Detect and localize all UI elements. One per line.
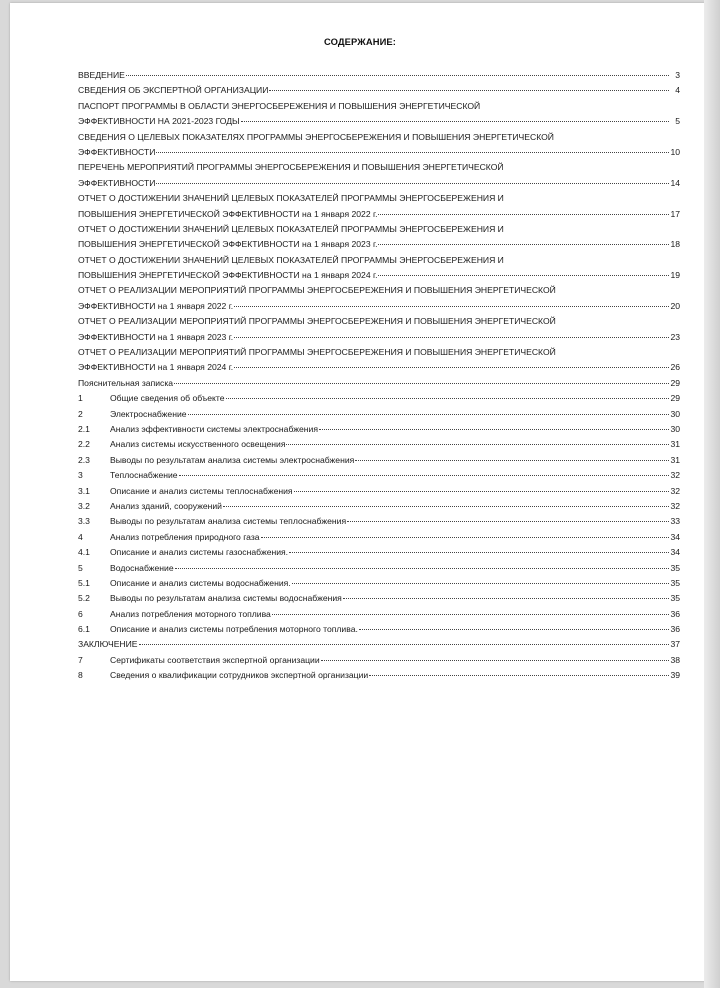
toc-leader-dots: [347, 521, 669, 522]
toc-page-number: 32: [670, 485, 680, 496]
toc-leader-dots: [286, 444, 669, 445]
toc-page-number: 32: [670, 500, 680, 511]
toc-entry[interactable]: [78, 422, 680, 437]
toc-entry[interactable]: [78, 484, 680, 499]
toc-entry-title: ПАСПОРТ ПРОГРАММЫ В ОБЛАСТИ ЭНЕРГОСБЕРЕЖЕНИЯ И ПОВЫШЕНИЯ ЭНЕРГЕТИЧЕСКОЙ: [78, 100, 481, 111]
toc-entry[interactable]: [78, 68, 680, 83]
toc-entry-number: 6.1: [78, 624, 90, 635]
toc-entry[interactable]: [78, 561, 680, 576]
toc-page-number: 17: [670, 208, 680, 219]
toc-entry[interactable]: [78, 545, 680, 560]
toc-leader-dots: [179, 475, 669, 476]
toc-leader-dots: [319, 429, 669, 430]
toc-entry-title: ЭФФЕКТИВНОСТИ: [78, 146, 156, 157]
toc-entry-title: Общие сведения об объекте: [110, 393, 225, 404]
toc-leader-dots: [188, 414, 669, 415]
toc-entry-number: 3.2: [78, 500, 90, 511]
toc-page-number: 37: [670, 639, 680, 650]
toc-leader-dots: [241, 121, 669, 122]
toc-entry-number: 5.2: [78, 593, 90, 604]
toc-page-number: 31: [670, 454, 680, 465]
toc-entry-title: Анализ зданий, сооружений: [110, 500, 222, 511]
toc-page-number: 26: [670, 362, 680, 373]
toc-entry-title: Электроснабжение: [110, 408, 187, 419]
toc-leader-dots: [359, 629, 669, 630]
toc-entry-title: ПОВЫШЕНИЯ ЭНЕРГЕТИЧЕСКОЙ ЭФФЕКТИВНОСТИ на 1 января 2023 г.: [78, 239, 378, 250]
toc-leader-dots: [321, 660, 669, 661]
toc-leader-dots: [139, 644, 669, 645]
toc-entry[interactable]: [78, 407, 680, 422]
toc-entry-title: ОТЧЕТ О РЕАЛИЗАЦИИ МЕРОПРИЯТИЙ ПРОГРАММЫ ЭНЕРГОСБЕРЕЖЕНИЯ И ПОВЫШЕНИЯ ЭНЕРГЕТИЧЕСКОЙ: [78, 347, 556, 358]
toc-entry-title: Анализ потребления природного газа: [110, 531, 260, 542]
toc-entry-number: 5: [78, 562, 83, 573]
toc-entry-title: Выводы по результатам анализа системы водоснабжения: [110, 593, 342, 604]
toc-entry-title: ОТЧЕТ О РЕАЛИЗАЦИИ МЕРОПРИЯТИЙ ПРОГРАММЫ ЭНЕРГОСБЕРЕЖЕНИЯ И ПОВЫШЕНИЯ ЭНЕРГЕТИЧЕСКОЙ: [78, 316, 556, 327]
toc-page-number: 30: [670, 423, 680, 434]
toc-page-number: 35: [670, 577, 680, 588]
toc-entry[interactable]: [78, 191, 680, 222]
toc-entry-title: ПОВЫШЕНИЯ ЭНЕРГЕТИЧЕСКОЙ ЭФФЕКТИВНОСТИ на 1 января 2022 г.: [78, 208, 378, 219]
toc-page-number: 34: [670, 547, 680, 558]
toc-entry-number: 4.1: [78, 547, 90, 558]
toc-leader-dots: [289, 552, 669, 553]
toc-entry-number: 7: [78, 654, 83, 665]
toc-leader-dots: [378, 214, 669, 215]
toc-entry[interactable]: [78, 637, 680, 652]
toc-entry[interactable]: [78, 83, 680, 98]
toc-entry[interactable]: [78, 653, 680, 668]
toc-entry-title: ОТЧЕТ О ДОСТИЖЕНИИ ЗНАЧЕНИЙ ЦЕЛЕВЫХ ПОКАЗАТЕЛЕЙ ПРОГРАММЫ ЭНЕРГОСБЕРЕЖЕНИЯ И: [78, 223, 504, 234]
toc-entry-number: 3: [78, 470, 83, 481]
toc-entry-title: Выводы по результатам анализа системы теплоснабжения: [110, 516, 347, 527]
toc-entry[interactable]: [78, 345, 680, 376]
toc-entry-title: Описание и анализ системы газоснабжения.: [110, 547, 289, 558]
toc-page-number: 18: [670, 239, 680, 250]
toc-entry-title: Описание и анализ системы водоснабжения.: [110, 577, 291, 588]
toc-leader-dots: [126, 75, 669, 76]
toc-page-number: 19: [670, 270, 680, 281]
toc-leader-dots: [378, 275, 669, 276]
toc-entry-number: 4: [78, 531, 83, 542]
toc-page-number: 35: [670, 593, 680, 604]
toc-page-number: 36: [670, 624, 680, 635]
toc-page-number: 35: [670, 562, 680, 573]
toc-entry-title: Анализ эффективности системы электроснабжения: [110, 423, 319, 434]
toc-page-number: 33: [670, 516, 680, 527]
toc-page-number: 38: [670, 654, 680, 665]
toc-entry-number: 2.3: [78, 454, 90, 465]
toc-entry[interactable]: [78, 591, 680, 606]
toc-entry-number: 2.2: [78, 439, 90, 450]
toc-entry-title: Теплоснабжение: [110, 470, 178, 481]
toc-leader-dots: [156, 183, 669, 184]
toc-page-number: 20: [670, 300, 680, 311]
toc-page-number: 31: [670, 439, 680, 450]
toc-leader-dots: [234, 367, 669, 368]
toc-leader-dots: [234, 306, 669, 307]
toc-entry-title: ЭФФЕКТИВНОСТИ НА 2021-2023 ГОДЫ: [78, 116, 240, 127]
toc-leader-dots: [156, 152, 669, 153]
toc-entry[interactable]: [78, 468, 680, 483]
toc-leader-dots: [292, 583, 669, 584]
toc-entry[interactable]: [78, 376, 680, 391]
toc-page-number: 30: [670, 408, 680, 419]
toc-entry[interactable]: [78, 99, 680, 130]
toc-entry-title: ЭФФЕКТИВНОСТИ: [78, 177, 156, 188]
toc-page-number: 32: [670, 470, 680, 481]
toc-entry-title: Описание и анализ системы теплоснабжения: [110, 485, 293, 496]
toc-entry[interactable]: [78, 453, 680, 468]
toc-entry-number: 2: [78, 408, 83, 419]
toc-entry-title: ПЕРЕЧЕНЬ МЕРОПРИЯТИЙ ПРОГРАММЫ ЭНЕРГОСБЕРЕЖЕНИЯ И ПОВЫШЕНИЯ ЭНЕРГЕТИЧЕСКОЙ: [78, 162, 504, 173]
toc-page-number: 10: [670, 146, 680, 157]
toc-entry-number: 2.1: [78, 423, 90, 434]
toc-entry-title: ОТЧЕТ О РЕАЛИЗАЦИИ МЕРОПРИЯТИЙ ПРОГРАММЫ ЭНЕРГОСБЕРЕЖЕНИЯ И ПОВЫШЕНИЯ ЭНЕРГЕТИЧЕСКОЙ: [78, 285, 556, 296]
toc-entry[interactable]: [78, 391, 680, 406]
toc-entry-title: СВЕДЕНИЯ ОБ ЭКСПЕРТНОЙ ОРГАНИЗАЦИИ: [78, 85, 269, 96]
toc-entry-number: 3.3: [78, 516, 90, 527]
toc-page-number: 23: [670, 331, 680, 342]
toc-page-number: 34: [670, 531, 680, 542]
toc-page-number: 29: [670, 377, 680, 388]
toc-entry-title: Сведения о квалификации сотрудников экспертной организации: [110, 670, 369, 681]
toc-entry[interactable]: [78, 253, 680, 284]
toc-leader-dots: [175, 568, 669, 569]
toc-entry-number: 8: [78, 670, 83, 681]
toc-entry[interactable]: [78, 514, 680, 529]
toc-leader-dots: [355, 460, 669, 461]
toc-entry-title: ЭФФЕКТИВНОСТИ на 1 января 2023 г.: [78, 331, 234, 342]
toc-entry[interactable]: [78, 499, 680, 514]
toc-entry-title: ОТЧЕТ О ДОСТИЖЕНИИ ЗНАЧЕНИЙ ЦЕЛЕВЫХ ПОКАЗАТЕЛЕЙ ПРОГРАММЫ ЭНЕРГОСБЕРЕЖЕНИЯ И: [78, 254, 504, 265]
toc-leader-dots: [223, 506, 669, 507]
toc-leader-dots: [261, 537, 669, 538]
page-title: СОДЕРЖАНИЕ:: [324, 36, 396, 47]
toc-leader-dots: [174, 383, 669, 384]
toc-leader-dots: [343, 598, 669, 599]
toc-entry[interactable]: [78, 283, 680, 314]
toc-entry-title: ПОВЫШЕНИЯ ЭНЕРГЕТИЧЕСКОЙ ЭФФЕКТИВНОСТИ на 1 января 2024 г.: [78, 270, 378, 281]
toc-page-number: 39: [670, 670, 680, 681]
toc-entry-title: ЗАКЛЮЧЕНИЕ: [78, 639, 138, 650]
toc-entry[interactable]: [78, 668, 680, 683]
toc-entry-title: Анализ потребления моторного топлива: [110, 608, 271, 619]
toc-leader-dots: [294, 491, 669, 492]
toc-entry-title: Сертификаты соответствия экспертной организации: [110, 654, 320, 665]
toc-page-number: 29: [670, 393, 680, 404]
toc-entry-number: 6: [78, 608, 83, 619]
toc-page-number: 3: [675, 70, 680, 80]
toc-page-number: 36: [670, 608, 680, 619]
toc-entry-title: ОТЧЕТ О ДОСТИЖЕНИИ ЗНАЧЕНИЙ ЦЕЛЕВЫХ ПОКАЗАТЕЛЕЙ ПРОГРАММЫ ЭНЕРГОСБЕРЕЖЕНИЯ И: [78, 193, 504, 204]
toc-entry[interactable]: [78, 130, 680, 161]
page-edge-shadow: [704, 0, 720, 988]
toc-entry-title: ЭФФЕКТИВНОСТИ на 1 января 2024 г.: [78, 362, 234, 373]
toc-entry-title: Анализ системы искусственного освещения: [110, 439, 286, 450]
toc-entry[interactable]: [78, 160, 680, 191]
toc-entry-number: 3.1: [78, 485, 90, 496]
toc-entry[interactable]: [78, 530, 680, 545]
toc-entry-title: Водоснабжение: [110, 562, 174, 573]
toc-entry-title: СВЕДЕНИЯ О ЦЕЛЕВЫХ ПОКАЗАТЕЛЯХ ПРОГРАММЫ ЭНЕРГОСБЕРЕЖЕНИЯ И ПОВЫШЕНИЯ ЭНЕРГЕТИЧЕСКОЙ: [78, 131, 554, 142]
toc-entry-title: ВВЕДЕНИЕ: [78, 70, 125, 80]
toc-entry-title: Выводы по результатам анализа системы электроснабжения: [110, 454, 355, 465]
toc-entry-title: ЭФФЕКТИВНОСТИ на 1 января 2022 г.: [78, 300, 234, 311]
toc-entry-title: Описание и анализ системы потребления моторного топлива.: [110, 624, 358, 635]
toc-page-number: 4: [675, 85, 680, 96]
toc-entry[interactable]: [78, 314, 680, 345]
toc-leader-dots: [369, 675, 669, 676]
table-of-contents: [78, 68, 680, 684]
toc-entry[interactable]: [78, 576, 680, 591]
toc-entry-number: 1: [78, 393, 83, 404]
toc-entry[interactable]: [78, 222, 680, 253]
toc-entry-number: 5.1: [78, 577, 90, 588]
toc-leader-dots: [272, 614, 669, 615]
toc-leader-dots: [226, 398, 669, 399]
toc-entry[interactable]: [78, 622, 680, 637]
toc-leader-dots: [378, 244, 669, 245]
toc-page-number: 14: [670, 177, 680, 188]
toc-leader-dots: [234, 337, 669, 338]
toc-leader-dots: [269, 90, 669, 91]
document-page: [10, 3, 710, 981]
toc-page-number: 5: [675, 116, 680, 127]
toc-entry-title: Пояснительная записка: [78, 377, 174, 388]
toc-entry[interactable]: [78, 437, 680, 452]
toc-entry[interactable]: [78, 607, 680, 622]
